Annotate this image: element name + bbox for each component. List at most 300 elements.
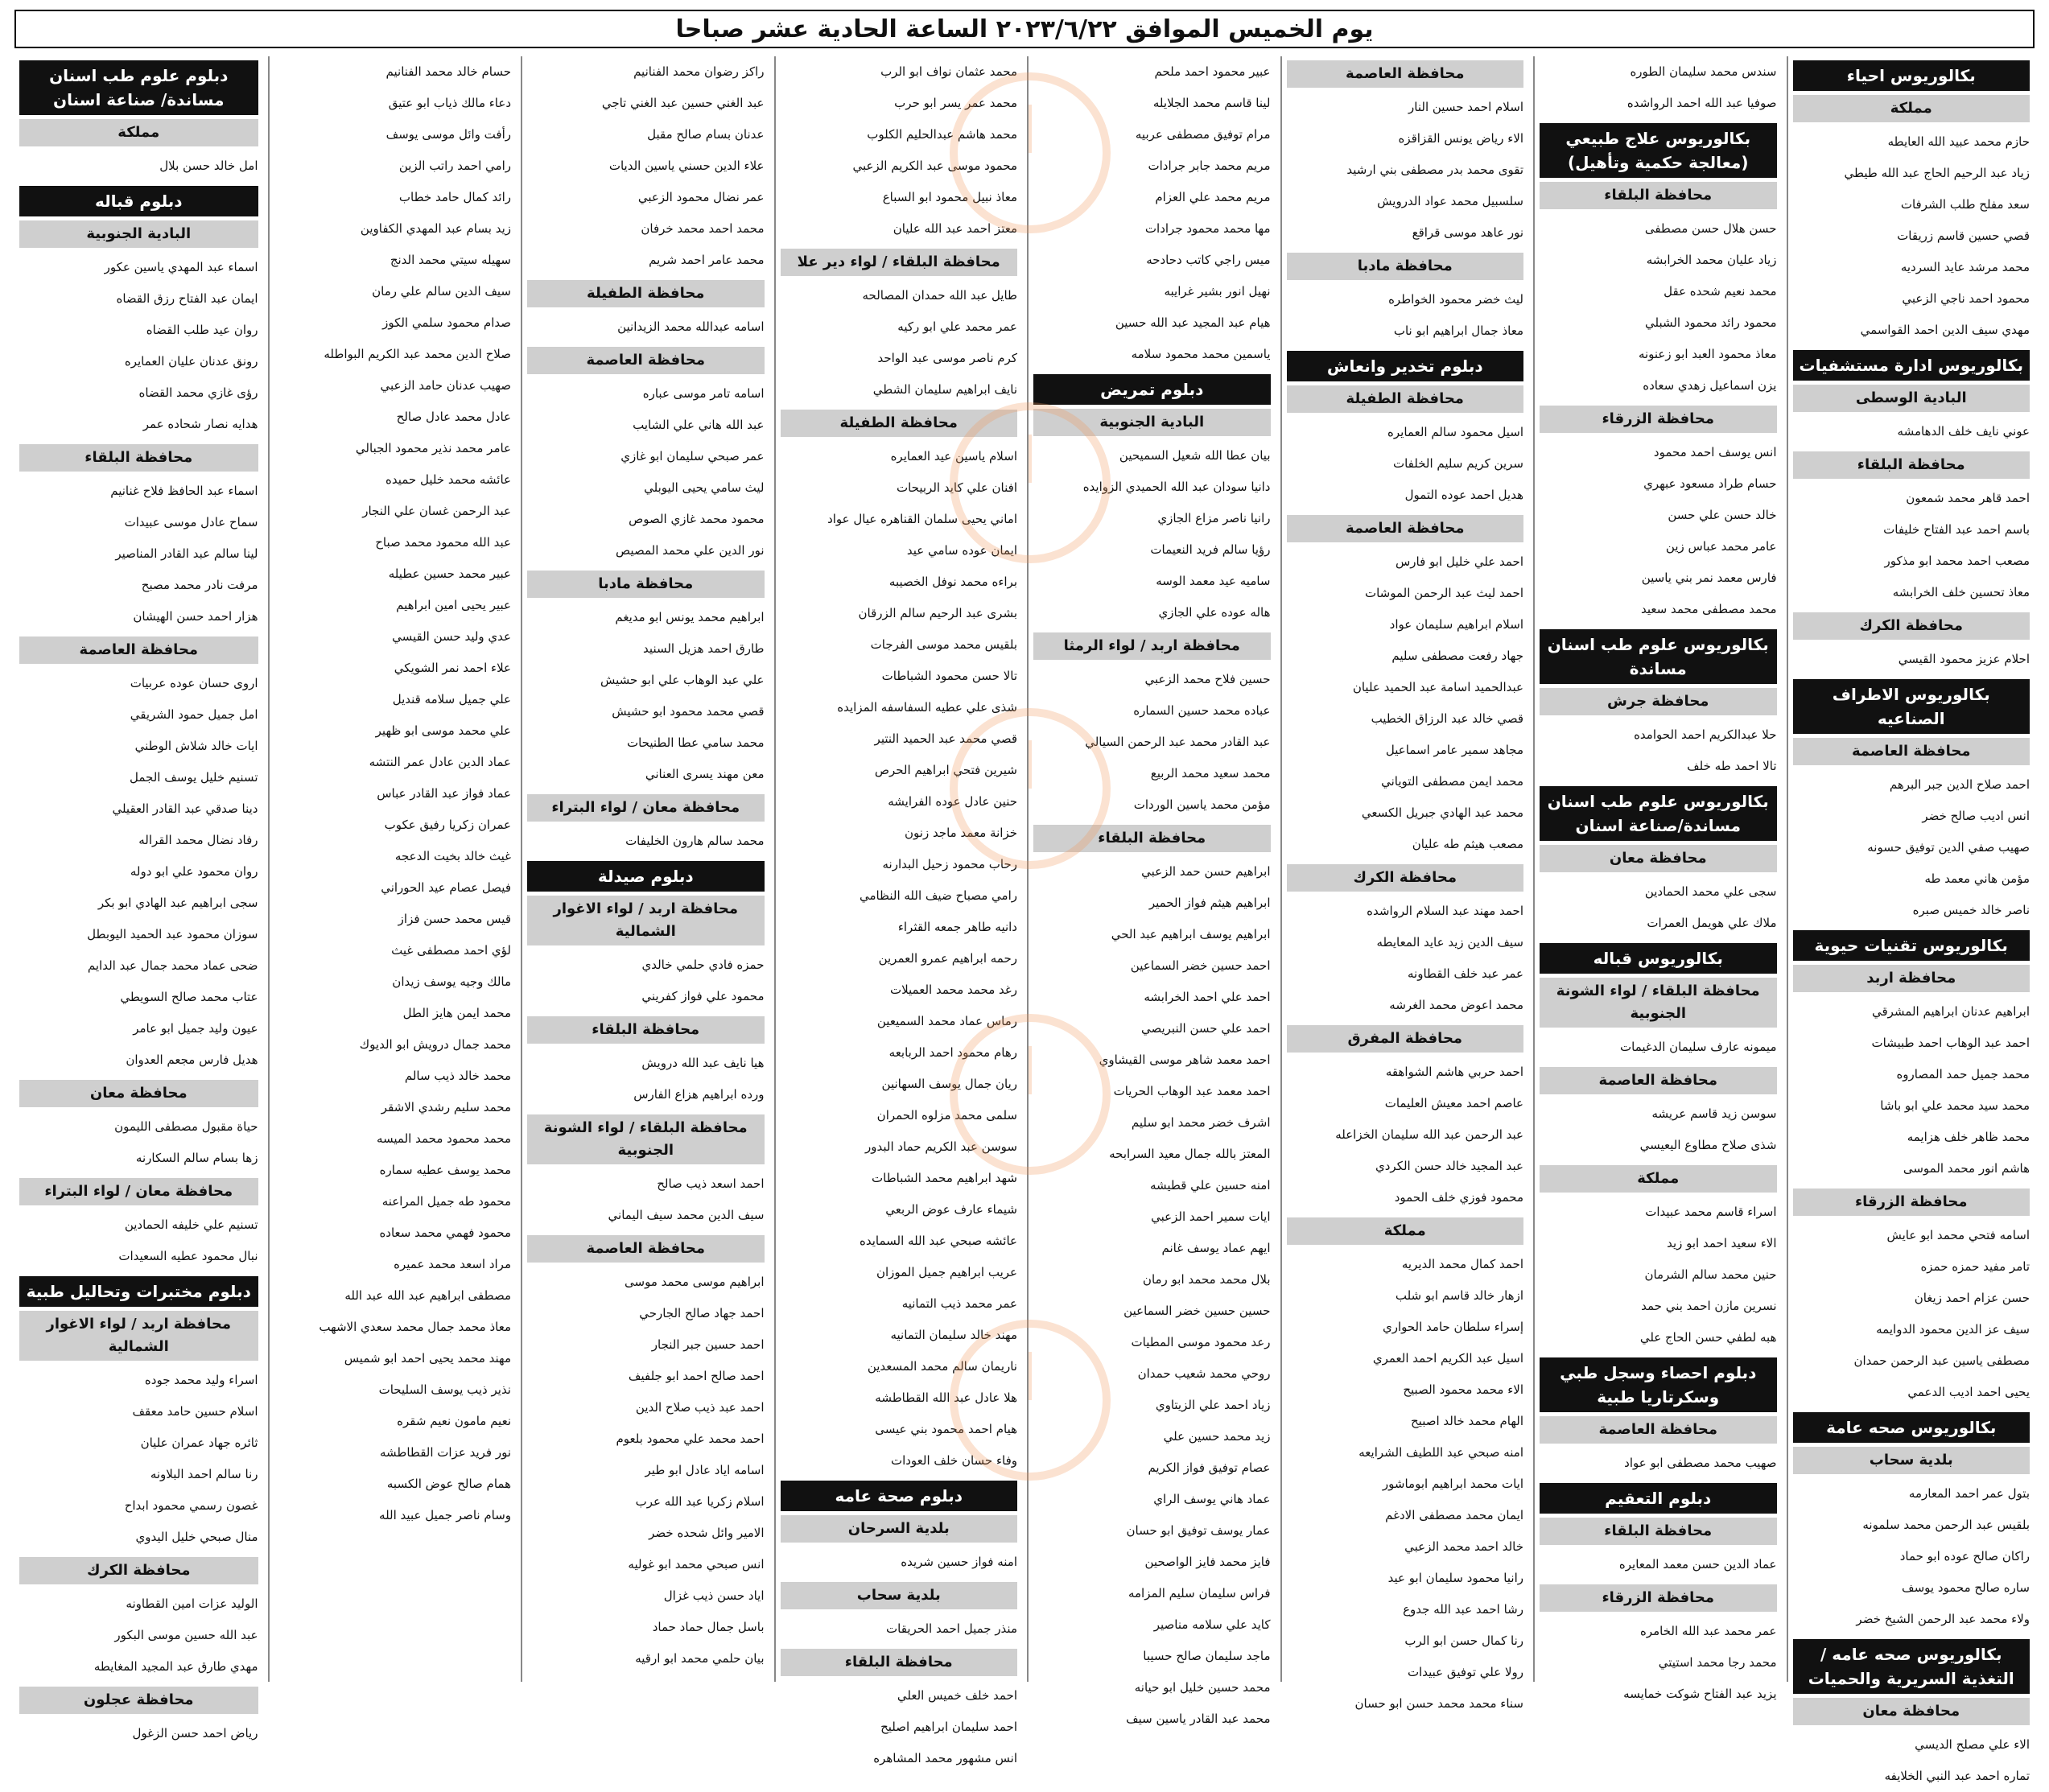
section-heading: دبلوم صيدلة (527, 861, 765, 892)
name-entry: عماد فواز عبد القادر عباس (377, 786, 511, 801)
name-entry: ميمونه عارف سليمان الدغيمات (1620, 1040, 1777, 1054)
region-heading: محافظة العاصمة (19, 636, 258, 664)
section-heading: بكالوريوس صحه عامه / التغذية السريرية والحميات (1793, 1639, 2030, 1694)
column-8 (14, 56, 262, 1741)
name-entry: لينا قاسم محمد الجلايله (1152, 96, 1271, 110)
name-entry: عامر محمد نذير محمود الجبالي (355, 441, 511, 455)
region-heading: محافظة البلقاء (781, 1649, 1018, 1676)
name-entry: احمد مهند عبد السلام الرواشده (1367, 904, 1523, 918)
name-entry: رانيا ناصر مزاع الجازي (1157, 511, 1271, 525)
name-entry: هاله عوده علي الجازي (1158, 605, 1271, 620)
name-entry: مصعب احمد محمد ابو مذكور (1884, 554, 2030, 568)
name-entry: عمران زكريا رفيق عكوب (384, 818, 511, 832)
name-entry: باسم احمد عبد الفتاح خليفات (1883, 522, 2030, 537)
name-entry: خالد حسن علي حسن (1668, 508, 1777, 522)
name-entry: رعد محمود موسى المطيات (1131, 1335, 1271, 1349)
name-entry: احمد صالح احمد ابو جلفيف (628, 1369, 765, 1383)
name-entry: باسل جمال حماد حماد (652, 1620, 765, 1634)
name-entry: ريان جمال يوسف السهانين (881, 1077, 1017, 1091)
name-entry: احمد علي حسن النبريصي (1140, 1021, 1271, 1036)
name-entry: احمد محمد علي محمود بلعوم (616, 1432, 765, 1446)
name-entry: محمد هاشم عبدالحليم الكلوب (867, 127, 1017, 142)
name-entry: سلمى محمد مزلوه الحمران (876, 1108, 1017, 1123)
name-entry: ماجد سليمان صالح حسيبا (1143, 1649, 1271, 1663)
name-entry: احمد ليث عبد الرحمن الموشات (1364, 586, 1523, 600)
name-entry: اسلام ابراهيم سليمان عواد (1389, 617, 1523, 632)
name-entry: محمود محمد غازي الصوص (629, 512, 765, 526)
name-entry: ساره صالح محمود يوسف (1902, 1580, 2030, 1595)
name-entry: عمر محمد عبد الله الخامره (1640, 1624, 1777, 1638)
name-entry: إسراء سلطان حامد الحواري (1382, 1320, 1523, 1334)
region-heading: محافظة عجلون (19, 1687, 258, 1714)
name-entry: راكز رضوان محمد الفنانيم (633, 64, 765, 79)
region-heading: محافظة العاصمة (1793, 738, 2030, 765)
name-entry: هبه لطفي حسن الحاج علي (1639, 1330, 1777, 1345)
name-entry: زياد احمد علي الزيتاوي (1155, 1398, 1271, 1412)
name-entry: محمد جميل حمد المصاروه (1896, 1067, 2030, 1081)
column-2 (1533, 56, 1782, 1701)
name-entry: احمد جهاد صالح الجارحي (639, 1306, 765, 1320)
name-entry: محمد عبد الهادي جبريل الكسعي (1361, 805, 1523, 820)
name-entry: محمد عامر احمد شريم (649, 253, 765, 267)
name-entry: مهدي طارق عبد المجيد المغايطه (93, 1659, 258, 1674)
name-entry: رماس عماد محمد السميعين (876, 1014, 1017, 1028)
name-entry: نعيم مامون نعيم شقره (397, 1414, 511, 1428)
name-entry: فايز محمد فايز الواصحين (1144, 1555, 1271, 1569)
region-heading: محافظة البلقاء (1540, 182, 1777, 209)
name-entry: محمد سيد محمد علي ابو باشا (1880, 1098, 2030, 1113)
column-6 (521, 56, 769, 1682)
name-entry: احمد اسعد ذيب صالح (657, 1176, 765, 1191)
region-heading: محافظة مادبا (1287, 253, 1524, 280)
name-entry: نهيل انور بشير غرايبه (1164, 284, 1271, 299)
name-entry: اسماء عبد الحافظ فلاح غنانيم (110, 484, 258, 498)
name-entry: صلاح الدين محمد عبد الكريم البواطله (324, 347, 511, 361)
region-heading: محافظة العاصمة (1287, 515, 1524, 542)
name-entry: حمزه فادي حلمي خالدي (641, 958, 765, 972)
name-entry: زها بسام سالم السكارنه (135, 1151, 258, 1165)
region-heading: مملكة (1793, 95, 2030, 122)
name-entry: ورده ابراهيم هزاع الفارس (633, 1087, 765, 1102)
name-entry: مراد اسعد محمد عميره (394, 1257, 511, 1271)
name-entry: ناصر خالد خميس صبره (1912, 903, 2030, 917)
name-entry: طارق احمد هزيل السنيد (643, 641, 765, 656)
region-heading: محافظة العاصمة (527, 347, 765, 374)
name-entry: محمود رائد محمود الشبلي (1644, 315, 1777, 330)
name-entry: محمد مصطفى محمد سعيد (1641, 602, 1777, 616)
name-entry: اشرف خضر محمد ابو سليم (1131, 1115, 1271, 1130)
name-entry: احمد سليمان ابراهيم اصليح (880, 1720, 1017, 1734)
name-entry: احمد عبد ذيب صلاح الدين (635, 1400, 765, 1415)
name-entry: احمد عبد الوهاب احمد طبيشات (1871, 1036, 2030, 1050)
name-entry: عائشه محمد خليل حميده (385, 472, 511, 487)
column-3 (1280, 56, 1529, 1711)
name-entry: احلام عزيز محمود القيسي (1898, 652, 2030, 666)
region-heading: البادية الجنوبية (1033, 409, 1271, 436)
name-entry: صدام محمود سلمي الكوز (382, 315, 511, 330)
name-entry: منال صبحي خليل اليدوي (135, 1530, 258, 1544)
name-entry: قصي خالد عبد الرزاق الخطيب (1371, 711, 1523, 726)
name-entry: روان محمود علي ابو دوله (130, 864, 258, 879)
name-entry: همام صالح عوض الكسبه (386, 1477, 511, 1491)
section-heading: بكالوريوس تقنيات حيوية (1793, 930, 2030, 961)
name-entry: علاء الدين حسني ياسين الديات (608, 159, 765, 173)
name-entry: حسن هلال حسن مصطفى (1644, 221, 1777, 236)
columns-container (14, 56, 2035, 1783)
region-heading: محافظة جرش (1540, 688, 1777, 715)
name-entry: عمر صبحي سليمان ابو غازي (620, 449, 765, 463)
name-entry: حياة مقبول مصطفى الليمون (114, 1119, 258, 1134)
name-entry: اسراء وليد محمد جوده (144, 1373, 258, 1387)
name-entry: عبير يحيى امين ابراهيم (396, 598, 511, 612)
section-heading: دبلوم تخدير وانعاش (1287, 351, 1524, 381)
section-heading: بكالوريوس ادارة مستشفيات (1793, 350, 2030, 381)
name-entry: عمر عبد خلف القطاونه (1408, 966, 1523, 981)
name-entry: رولا علي توفيق عبيدات (1407, 1665, 1523, 1679)
name-entry: محمد سامي عطا الطنيحات (626, 735, 765, 750)
name-entry: حسين فلاح محمد الزعبي (1144, 672, 1271, 686)
name-entry: معاذ محمد جمال محمد سعدي الاشهب (319, 1320, 511, 1334)
name-entry: عبد الله محمود محمد صباح (375, 535, 511, 550)
name-entry: حسن عزام احمد زيغان (1914, 1291, 2030, 1305)
name-entry: احمد كمال محمد الديريه (1401, 1257, 1523, 1271)
region-heading: محافظة معان (19, 1080, 258, 1107)
name-entry: سيف عز الدين محمود الدوايمه (1876, 1322, 2030, 1337)
name-entry: عمر محمد ذيب التمانيه (901, 1296, 1017, 1311)
name-entry: المعتز بالله جمال معيد السرابحه (1109, 1147, 1271, 1161)
name-entry: اسماء عبد المهدي ياسين عكور (104, 260, 258, 274)
name-entry: محمود طه جميل المراعنه (381, 1194, 511, 1209)
name-entry: منذر جميل احمد الحريقات (886, 1621, 1017, 1636)
name-entry: محمد مرشد عايد السرديه (1900, 260, 2030, 274)
name-entry: ميس راجي كاتب دحادحه (1146, 253, 1271, 267)
name-entry: ابراهيم حسن حمد الزعبي (1141, 864, 1271, 879)
name-entry: رائد كمال حامد خطاب (398, 190, 511, 204)
section-heading: دبلوم علوم طب اسنان مساندة/ صناعة اسنان (19, 60, 258, 115)
name-entry: علي عبد الوهاب علي ابو حشيش (600, 673, 765, 687)
name-entry: عدي وليد حسن القيسي (392, 629, 511, 644)
name-entry: طايل عبد الله حمدان المصالحه (862, 288, 1017, 303)
name-entry: عبير محمد حسين عطيله (388, 566, 511, 581)
name-entry: محمد عثمان نواف ابو الرب (880, 64, 1017, 79)
name-entry: مها محمد محمود جرادات (1144, 221, 1271, 236)
name-entry: محمد سالم هارون الخليفات (625, 834, 765, 848)
name-entry: اماني يحيى سلمان القناهره عيال عواد (827, 512, 1017, 526)
name-entry: عمر محمد علي ابو ركيه (897, 319, 1017, 334)
name-entry: تقوى محمد بدر مصطفى بني ارشيد (1346, 163, 1523, 177)
name-entry: نايف ابراهيم سليمان الشطي (872, 382, 1017, 397)
name-entry: اسلام احمد حسين النار (1408, 100, 1523, 114)
section-heading: بكالوريوس الاطراف الصناعيه (1793, 679, 2030, 734)
name-entry: رشا احمد عبد الله جدوع (1403, 1602, 1523, 1617)
name-entry: مريم محمد جابر جرادات (1148, 159, 1271, 173)
name-entry: لينا سالم عبد القادر المناصير (115, 546, 258, 561)
name-entry: زياد عبد الرحيم الحاج عبد الله طيطي (1844, 166, 2030, 180)
name-entry: عصام توفيق فواز الكريم (1148, 1460, 1271, 1475)
name-entry: امل خالد حسن بلال (159, 159, 258, 173)
name-entry: عبد الله هاني علي الشايب (633, 418, 765, 432)
name-entry: محمود فوزي خلف الحمود (1394, 1190, 1523, 1205)
name-entry: الامير وائل شحده خضر (649, 1526, 765, 1540)
name-entry: ابراهيم محمد يونس ابو مديغم (615, 610, 765, 624)
name-entry: ياسمين محمد محمود سلامه (1131, 347, 1271, 361)
name-entry: عبد المجيد خالد حسن الكردي (1375, 1159, 1523, 1173)
name-entry: محمد سليم رشدي الاشقر (381, 1100, 511, 1114)
name-entry: مجاهد سمير عامر اسماعيل (1385, 743, 1523, 757)
name-entry: تالا حسن محمود الشباطات (881, 669, 1017, 683)
name-entry: محمد عبد القادر ياسين سيف (1126, 1712, 1271, 1726)
name-entry: حلا عبدالكريم احمد الحوامده (1634, 727, 1777, 742)
name-entry: زياد عليان محمد الخرابشه (1646, 253, 1777, 267)
name-entry: معاذ جمال ابراهيم ابو ناب (1393, 323, 1523, 338)
name-entry: رؤيا سالم فريد النعيمات (1150, 542, 1271, 557)
name-entry: ضحى عماد محمد جمال عبد الدايم (87, 958, 258, 973)
name-entry: محمد خالد ذيب سالم (404, 1069, 511, 1083)
name-entry: زيد محمد حسين علي (1163, 1429, 1271, 1444)
column-4 (1027, 56, 1276, 1726)
name-entry: شذى علي عطيه السفاسفه المزايده (837, 700, 1017, 715)
name-entry: احمد حسين جبر النجار (651, 1337, 765, 1352)
name-entry: عاصم احمد معيش العليمات (1384, 1096, 1523, 1110)
name-entry: ملاك علي هويمل العمرات (1647, 916, 1777, 930)
name-entry: احمد حربي هاشم الشواهقه (1385, 1065, 1523, 1079)
name-entry: يزيد عبد الفتاح شوكت خمايسه (1623, 1687, 1777, 1701)
name-entry: حازم محمد عبيد الله العايطه (1887, 134, 2030, 149)
region-heading: محافظة العاصمة (1540, 1416, 1777, 1444)
section-heading: بكالوريوس صحه عامة (1793, 1412, 2030, 1443)
name-entry: رحاب محمود زحيل البدارنه (882, 857, 1017, 871)
name-entry: حسام طراد مسعود عبهري (1643, 476, 1777, 491)
name-entry: نسرين مازن احمد بني حمد (1641, 1299, 1777, 1313)
name-entry: رغد محمد محمد العميلات (889, 983, 1017, 997)
name-entry: امنه صبحي عبد اللطيف الشرايعه (1358, 1445, 1523, 1460)
region-heading: محافظة اربد / لواء الاغوار الشمالية (527, 896, 765, 945)
name-entry: الوليد عزات امين القطاونه (126, 1596, 258, 1611)
section-heading: بكالوريوس علاج طبيعي (معالجة حكمية وتأهيل) (1540, 123, 1777, 178)
name-entry: عريب ابراهيم جميل الموزان (876, 1265, 1017, 1279)
name-entry: بلقيس عبد الرحمن محمد سلمونه (1862, 1518, 2030, 1532)
region-heading: محافظة مادبا (527, 571, 765, 598)
name-entry: صوفيا عبد الله احمد الرواشده (1626, 96, 1777, 110)
name-entry: انس يوسف احمد محمود (1653, 445, 1777, 459)
name-entry: احمد علي احمد الخرابشه (1144, 990, 1271, 1004)
name-entry: رحمه ابراهيم عمرو العمرين (878, 951, 1017, 966)
name-entry: محمود علي فواز كفريني (641, 989, 765, 1003)
name-entry: رفاد نضال محمد القراله (138, 833, 258, 847)
name-entry: فيصل عصام عيد الحوراني (381, 880, 511, 895)
region-heading: محافظة اربد / لواء الاغوار الشمالية (19, 1311, 258, 1361)
name-entry: اسامه تامر موسى عباره (642, 386, 765, 401)
name-entry: انس صبحي محمد ابو غوليه (628, 1557, 765, 1572)
name-entry: ابراهيم يوسف ابراهيم عبد الحي (1111, 927, 1271, 941)
region-heading: محافظة البلقاء (19, 444, 258, 472)
name-entry: عيون وليد جميل ابو عامر (133, 1021, 258, 1036)
region-heading: محافظة الطفيلة (527, 280, 765, 307)
name-entry: اسامه اياد عادل ابو طير (645, 1463, 765, 1477)
name-entry: صهيب صفي الدين توفيق حسونه (1867, 840, 2030, 855)
name-entry: غيث خالد بخيت الدعجه (394, 849, 511, 863)
name-entry: عبير محمود احمد ملحم (1154, 64, 1271, 79)
name-entry: مالك وجيه يوسف زيدان (392, 974, 511, 989)
name-entry: مهند محمد يحيى احمد ابو شميس (344, 1351, 511, 1366)
column-5 (774, 56, 1023, 1765)
name-entry: ناريمان سالم محمد المسعدين (867, 1359, 1017, 1374)
name-entry: ايات محمد ابراهيم ابوماشور (1382, 1477, 1523, 1491)
column-7 (268, 56, 517, 1682)
name-entry: كرم ناصر موسى عبد الواحد (877, 351, 1017, 365)
name-entry: معن مهند يسرى العناني (645, 767, 765, 781)
name-entry: سماح عادل موسى عبيدات (124, 515, 258, 529)
name-entry: اسيل عبد الكريم احمد العمري (1372, 1351, 1523, 1366)
name-entry: مرفت نادر محمد مصبح (141, 578, 258, 592)
name-entry: مهند خالد سليمان التمانيه (890, 1328, 1017, 1342)
name-entry: احمد معمد عبد الوهاب الحريات (1113, 1084, 1271, 1098)
name-entry: انس مشهور محمد المشاهره (873, 1751, 1017, 1765)
name-entry: ليث خضر محمود الخواطره (1388, 292, 1523, 307)
name-entry: معاذ نبيل محمود ابو السباع (882, 190, 1017, 204)
name-entry: فراس سليمان سليم المزامه (1128, 1586, 1271, 1600)
name-entry: خالد احمد محمد الزعبي (1404, 1539, 1523, 1554)
region-heading: محافظة معان (1540, 845, 1777, 872)
region-heading: بلدية سحاب (1793, 1447, 2030, 1474)
region-heading: محافظة اربد / لواء الرمثا (1033, 632, 1271, 660)
name-entry: احمد معمد شاهر موسى القيشاوي (1099, 1053, 1271, 1067)
section-heading: دبلوم تمريض (1033, 374, 1271, 405)
name-entry: ولاء محمد عبد الرحمن الشيخ خضر (1856, 1612, 2030, 1626)
name-entry: هدايه نصار شحاده عمر (142, 417, 258, 431)
name-entry: محمود فهمي محمد سعاده (379, 1226, 511, 1240)
name-entry: الاء سعيد احمد ابو زيد (1667, 1236, 1777, 1250)
name-entry: جهاد رفعت مصطفى سليم (1391, 649, 1523, 663)
section-heading: دبلوم التعقيم (1540, 1483, 1777, 1514)
name-entry: زيد بسام عبد المهدي الكفاوين (360, 221, 511, 236)
name-entry: هلا عادل عبد الله القطاطشه (875, 1390, 1017, 1405)
region-heading: محافظة العاصمة (1540, 1067, 1777, 1094)
name-entry: يزن اسماعيل زهدي سعاده (1643, 378, 1777, 393)
name-entry: علي محمد موسى ابو ظهير (375, 723, 511, 738)
name-entry: محمد ايمن هايز الطل (402, 1006, 511, 1020)
name-entry: ايمان محمد مصطفى الادغم (1385, 1508, 1523, 1522)
name-entry: معاذ محمود العبد ابو زعنونه (1638, 347, 1777, 361)
name-entry: عمر نضال محمود الزعبي (637, 190, 765, 204)
section-heading: بكالوريوس علوم طب اسنان مساندة/صناعة اسنان (1540, 786, 1777, 841)
name-entry: حسين حسين خضر السماعين (1123, 1304, 1271, 1318)
name-entry: اسلام زكريا عبد الله عرب (635, 1494, 765, 1509)
region-heading: محافظة الطفيلة (781, 410, 1018, 437)
name-entry: محمود احمد ناجي الزعبي (1902, 291, 2030, 306)
name-entry: بيان عطا الله شعيل السميحين (1119, 448, 1271, 463)
name-entry: معاذ تحسين خلف الخرابشه (1892, 585, 2030, 599)
region-heading: محافظة الزرقاء (1540, 406, 1777, 433)
name-entry: محمد حسين خليل ابو حيانه (1134, 1680, 1271, 1695)
name-entry: رنا سالم احمد البلاونه (150, 1467, 258, 1481)
name-entry: كايد علي سلامه مناصير (1153, 1617, 1271, 1632)
name-entry: افنان علي كايد الربيحات (896, 480, 1017, 495)
name-entry: تامر مفيد حمزه حمزه (1920, 1259, 2030, 1274)
name-entry: اروى حسان عوده عربيات (130, 676, 258, 690)
name-entry: سهيله سيتي محمد الدنج (390, 253, 511, 267)
name-entry: نبال محمود عطيه السعيدات (118, 1249, 258, 1263)
name-entry: هزار احمد حسن الهيشان (133, 609, 258, 624)
name-entry: عدنان بسام صالح مقبل (647, 127, 765, 142)
name-entry: دعاء مالك ذياب ابو عتيق (388, 96, 511, 110)
name-entry: احمد حسين خضر السماعين (1130, 958, 1271, 973)
section-heading: دبلوم مختبرات وتحاليل طبية (19, 1276, 258, 1307)
name-entry: حنين محمد سالم الشرمان (1644, 1267, 1777, 1282)
name-entry: نور عاهد موسى قراقع (1412, 225, 1523, 240)
name-entry: معتز احمد عبد الله عليان (893, 221, 1017, 236)
name-entry: ابراهيم عدنان ابراهيم المشرقي (1871, 1004, 2030, 1019)
name-entry: عباده محمد حسين السماره (1133, 703, 1271, 718)
name-entry: الهام محمد خالد اصبيح (1410, 1414, 1523, 1428)
name-entry: ساميه عيد معمد الوسه (1156, 574, 1271, 588)
name-entry: بلال محمد محمد ابو رمان (1142, 1272, 1271, 1287)
name-entry: عماد الدين حسن معمد المعايره (1618, 1557, 1777, 1572)
name-entry: اسيل محمود سالم العمايره (1387, 425, 1523, 439)
name-entry: سلسبيل محمد عواد الدرويش (1377, 194, 1523, 208)
name-entry: رانيا محمود سليمان ابو عيد (1387, 1571, 1523, 1585)
column-1 (1787, 56, 2035, 1783)
name-entry: ايات خالد شلاش الوطني (134, 739, 258, 753)
name-entry: تسنيم علي خليفه الحمادين (124, 1217, 258, 1232)
name-entry: مصطفى ياسين عبد الرحمن حمدان (1853, 1353, 2030, 1368)
region-heading: مملكة (1287, 1217, 1524, 1245)
region-heading: بلدية سحاب (781, 1582, 1018, 1609)
name-entry: تماره احمد عبد النبي الخلايفه (1884, 1769, 2030, 1783)
name-entry: سيف الدين محمد سيف اليماني (608, 1208, 765, 1222)
name-entry: ابراهيم هيثم فواز الحمير (1148, 896, 1271, 910)
region-heading: محافظة البلقاء (1033, 825, 1271, 852)
name-entry: عماد هاني يوسف الراي (1153, 1492, 1271, 1506)
name-entry: محمد احمد محمد خرفان (641, 221, 765, 236)
name-entry: عبد القادر محمد عبد الرحمن السيالي (1085, 735, 1271, 749)
region-heading: محافظة الزرقاء (1540, 1584, 1777, 1612)
name-entry: احمد قاهر محمد شمعون (1906, 491, 2030, 505)
name-entry: امل جميل حمود الشريقي (130, 707, 258, 722)
name-entry: عائشه صبحي عبد الله السمايده (859, 1234, 1017, 1248)
region-heading: البادية الوسطى (1793, 385, 2030, 412)
name-entry: اسراء قاسم محمد عبيدات (1645, 1205, 1777, 1219)
name-entry: عبد الغني حسين عبد الغني تاجي (601, 96, 765, 110)
region-heading: بلدية السرحان (781, 1515, 1018, 1543)
name-entry: مؤمن محمد ياسين الوردات (1133, 797, 1271, 812)
name-entry: شذى صلاح مطاوع اليعيسي (1639, 1138, 1777, 1152)
region-heading: محافظة الكرك (19, 1557, 258, 1584)
name-entry: شيرين فتحي ابراهيم الحرص (874, 763, 1017, 777)
name-entry: محمود موسى عبد الكريم الزعبي (852, 159, 1017, 173)
name-entry: عبد الرحمن عبد الله سليمان الخزاعله (1335, 1127, 1523, 1142)
region-heading: مملكة (19, 119, 258, 146)
region-heading: مملكة (1540, 1165, 1777, 1193)
name-entry: قصي محمد عبد الحميد النتير (874, 731, 1017, 746)
name-entry: محمد اعوض محمد الغرشه (1389, 998, 1523, 1012)
page-header (14, 10, 2035, 48)
name-entry: انس اديب صالح خضر (1922, 809, 2030, 823)
name-entry: لؤي احمد مصطفى غيث (391, 943, 511, 958)
name-entry: محمد رجا محمد استيتي (1658, 1655, 1777, 1670)
name-entry: مهدي سيف الدين احمد القواسمي (1860, 323, 2030, 337)
name-entry: سناء محمد محمد حسن ابو حسان (1354, 1696, 1523, 1711)
region-heading: محافظة الزرقاء (1793, 1188, 2030, 1216)
name-entry: نور الدين علي محمد المصيص (616, 543, 765, 558)
name-entry: رياض احمد حسن الزغول (132, 1726, 258, 1741)
name-entry: تالا احمد طه خلف (1687, 759, 1777, 773)
section-heading: دبلوم صحة عامه (781, 1481, 1018, 1511)
name-entry: تسنيم خليل يوسف الجمل (130, 770, 258, 785)
name-entry: دانيا سودان عبد الله الحميدي الزوايده (1082, 480, 1271, 494)
region-heading: محافظة الكرك (1793, 612, 2030, 640)
section-heading: بكالوريوس قباله (1540, 943, 1777, 974)
